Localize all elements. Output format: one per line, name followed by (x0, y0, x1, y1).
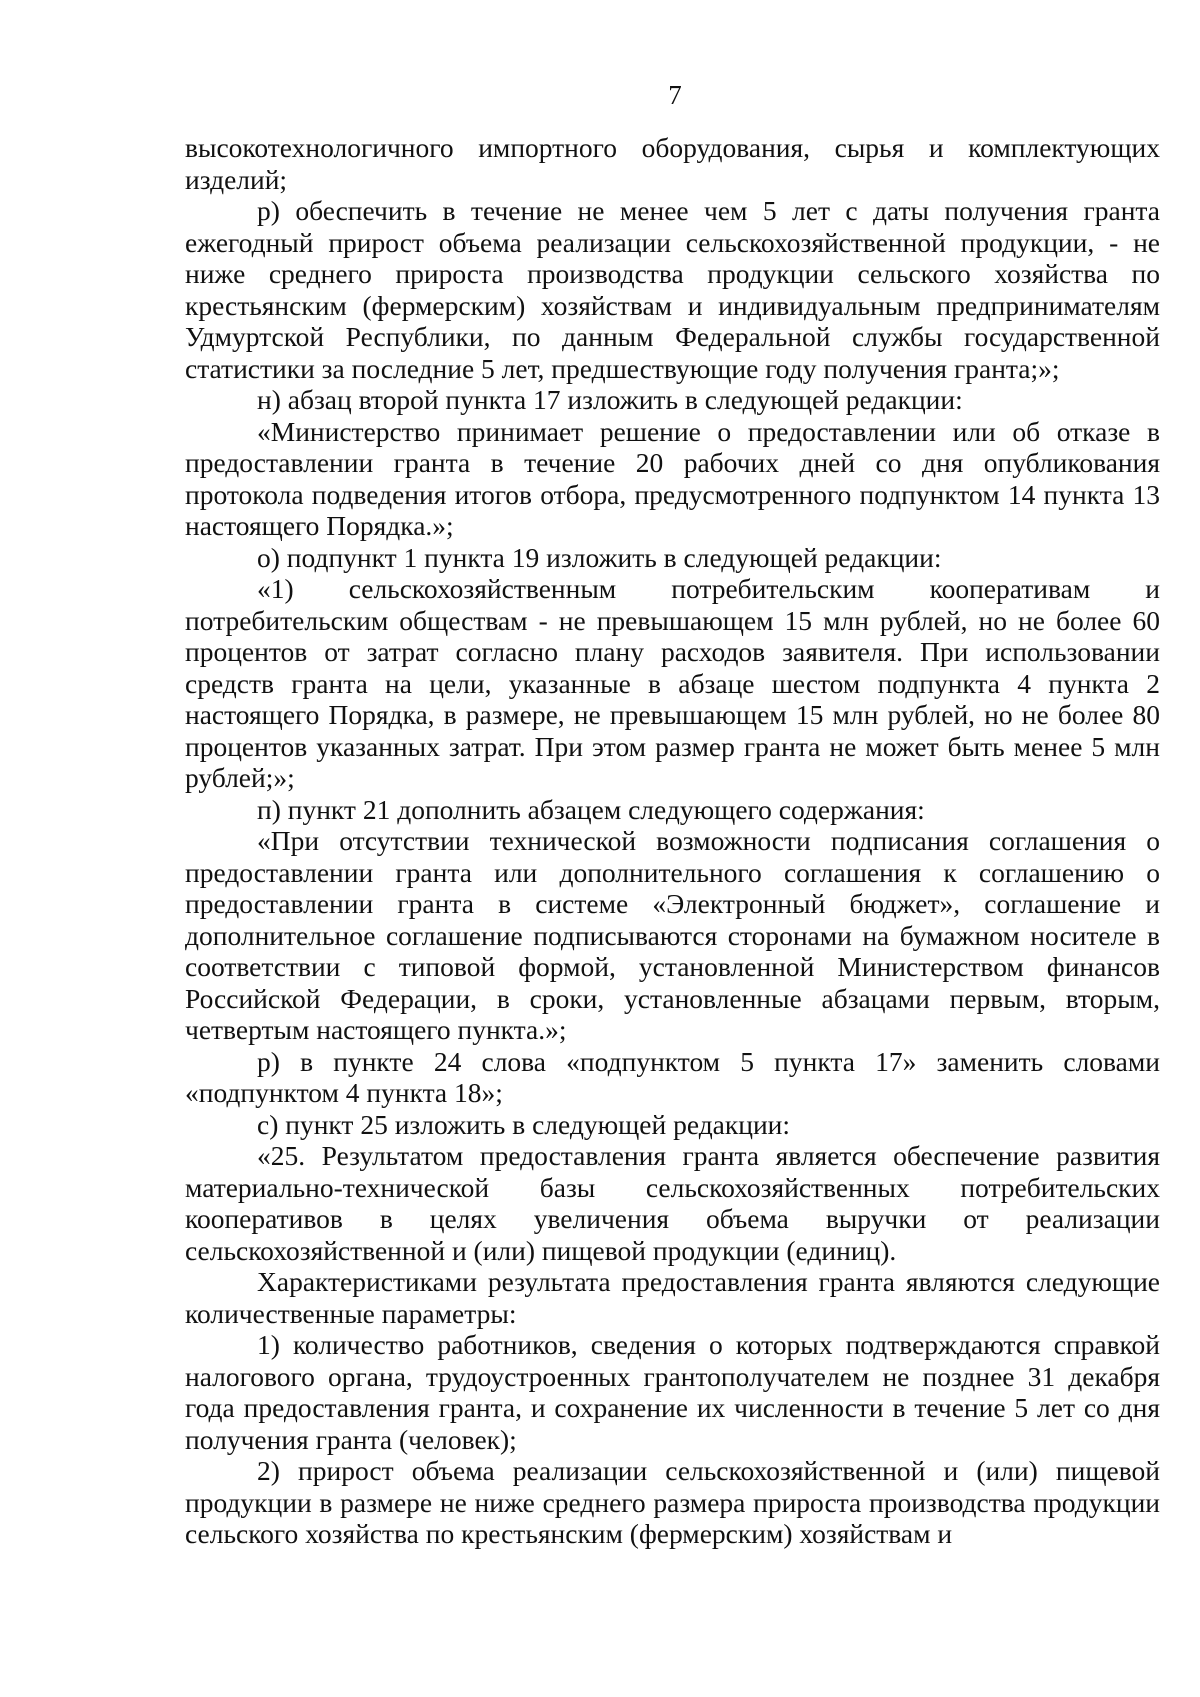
paragraph-characteristics: Характеристиками результата предоставления гранта являются следующие количественные параметры: (185, 1266, 1160, 1329)
paragraph-quote-item-25: «25. Результатом предоставления гранта является обеспечение развития материально-технической базы сельскохозяйственных потребительских кооперативов в целях увеличения объема выручки от реализации сельскохозяйственной и (или) пищевой продукции (единиц). (185, 1140, 1160, 1266)
paragraph-subitem-r2: р) в пункте 24 слова «подпунктом 5 пункта 17» заменить словами «подпунктом 4 пункта 18»; (185, 1045, 1160, 1108)
paragraph-parameter-2: 2) прирост объема реализации сельскохозяйственной и (или) пищевой продукции в размере не ниже среднего размера прироста производства продукции сельского хозяйства по крестьянским (фермерским) хозяйствам и (185, 1455, 1160, 1549)
paragraph-subitem-r: р) обеспечить в течение не менее чем 5 лет с даты получения гранта ежегодный прирост объема реализации сельскохозяйственной продукции, - не ниже среднего прироста производства продукции сельского хозяйства по крестьянским (фермерским) хозяйствам и индивидуальным предпринимателям Удмуртской Республики, по данным Федеральной службы государственной статистики за последние 5 лет, предшествующие году получения гранта;»; (185, 195, 1160, 384)
paragraph-quote-ministry: «Министерство принимает решение о предоставлении или об отказе в предоставлении гранта в течение 20 рабочих дней со дня опубликования протокола подведения итогов отбора, предусмотренного подпунктом 14 пункта 13 настоящего Порядка.»; (185, 415, 1160, 541)
paragraph-quote-signing: «При отсутствии технической возможности подписания соглашения о предоставлении гранта или дополнительного соглашения к соглашению о предоставлении гранта в системе «Электронный бюджет», соглашение и дополнительное соглашение подписываются сторонами на бумажном носителе в соответствии с типовой формой, установленной Министерством финансов Российской Федерации, в сроки, установленные абзацами первым, вторым, четвертым настоящего пункта.»; (185, 825, 1160, 1045)
page-number: 7 (668, 80, 682, 110)
paragraph-subitem-p: п) пункт 21 дополнить абзацем следующего содержания: (257, 793, 925, 825)
paragraph-quote-item-1: «1) сельскохозяйственным потребительским кооперативам и потребительским обществам - не превышающем 15 млн рублей, но не более 60 процентов от затрат согласно плану расходов заявителя. При использовании средств гранта на цели, указанные в абзаце шестом подпункта 4 пункта 2 настоящего Порядка, в размере, не превышающем 15 млн рублей, но не более 80 процентов указанных затрат. При этом размер гранта не может быть менее 5 млн рублей;»; (185, 573, 1160, 793)
paragraph-subitem-s: с) пункт 25 изложить в следующей редакции: (257, 1108, 791, 1140)
paragraph-parameter-1: 1) количество работников, сведения о которых подтверждаются справкой налогового органа, трудоустроенных грантополучателем не позднее 31 декабря года предоставления гранта, и сохранение их численности в течение 5 лет со дня получения гранта (человек); (185, 1329, 1160, 1455)
paragraph-continuation: высокотехнологичного импортного оборудования, сырья и комплектующих изделий; (185, 132, 1160, 195)
paragraph-subitem-o: о) подпункт 1 пункта 19 изложить в следующей редакции: (257, 541, 942, 573)
document-body (185, 132, 1160, 1550)
paragraph-subitem-n: н) абзац второй пункта 17 изложить в следующей редакции: (257, 384, 963, 415)
